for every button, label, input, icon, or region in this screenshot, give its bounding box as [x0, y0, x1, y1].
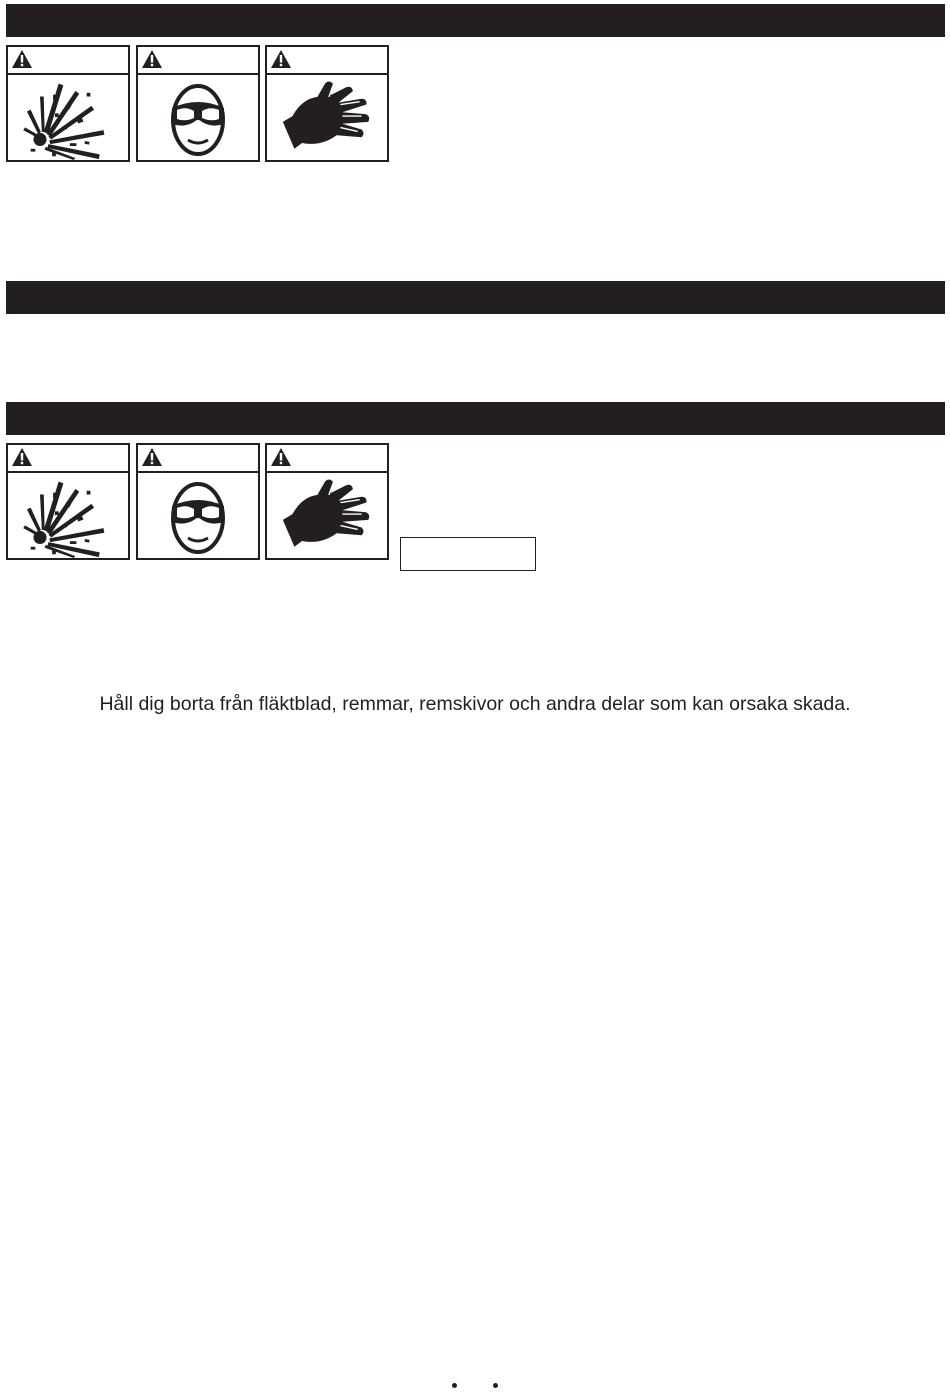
warning-header	[8, 47, 128, 75]
eye-protection-sign	[136, 443, 260, 560]
warning-header	[267, 47, 387, 75]
warning-triangle-icon	[271, 448, 291, 466]
warning-header	[267, 445, 387, 473]
section-header-bar	[6, 402, 945, 435]
explosion-warning-sign	[6, 443, 130, 560]
warning-triangle-icon	[142, 448, 162, 466]
explosion-warning-sign	[6, 45, 130, 162]
page-dot	[452, 1383, 457, 1388]
warning-triangle-icon	[271, 50, 291, 68]
glove-icon	[279, 79, 375, 157]
eye-protection-sign	[136, 45, 260, 162]
explosion-icon	[20, 474, 116, 558]
page-dot	[493, 1383, 498, 1388]
safety-goggles-icon	[168, 476, 228, 556]
glove-protection-sign	[265, 45, 389, 162]
safety-goggles-icon	[168, 78, 228, 158]
warning-header	[138, 47, 258, 75]
warning-header	[138, 445, 258, 473]
label-box	[400, 537, 536, 571]
section-header-bar	[6, 4, 945, 37]
glove-icon	[279, 477, 375, 555]
body-text: Håll dig borta från fläktblad, remmar, remskivor och andra delar som kan orsaka skada.	[99, 693, 851, 715]
warning-triangle-icon	[142, 50, 162, 68]
glove-protection-sign	[265, 443, 389, 560]
explosion-icon	[20, 76, 116, 160]
warning-header	[8, 445, 128, 473]
section-header-bar	[6, 281, 945, 314]
warning-triangle-icon	[12, 50, 32, 68]
warning-triangle-icon	[12, 448, 32, 466]
